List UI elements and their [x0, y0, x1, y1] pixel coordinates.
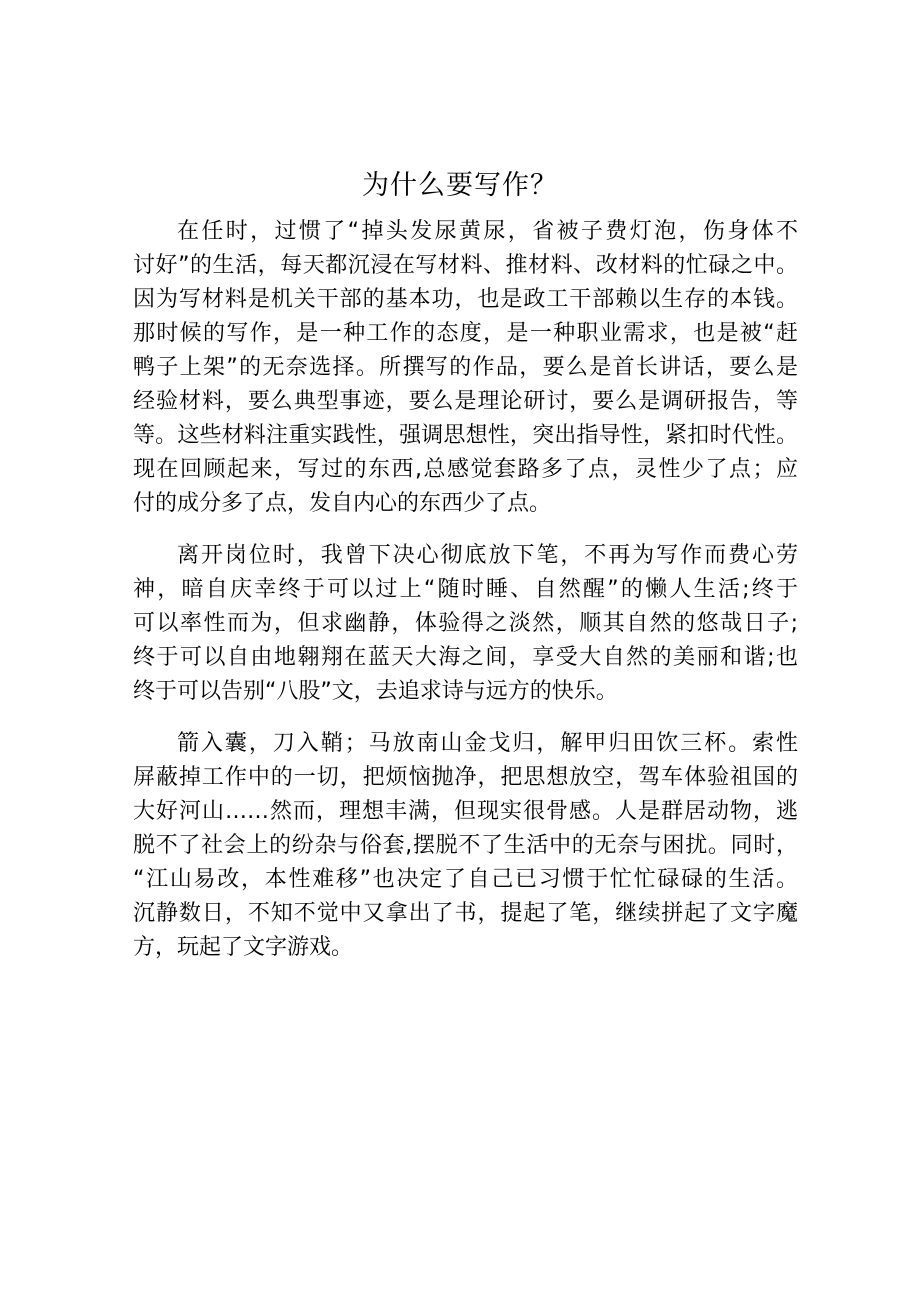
text-line: 终于可以告别“八股”文，去追求诗与远方的快乐。 [133, 679, 618, 704]
text-line: 大好河山……然而，理想丰满，但现实很骨感。人是群居动物，逃 [133, 799, 798, 824]
text-line: 可以率性而为，但求幽静，体验得之淡然，顺其自然的悠哉日子; [133, 611, 798, 636]
text-line: 沉静数日，不知不觉中又拿出了书，提起了笔，继续拼起了文字魔 [133, 901, 798, 926]
text-line: 离开岗位时，我曾下决心彻底放下笔，不再为写作而费心劳 [177, 543, 798, 568]
text-line: 因为写材料是机关干部的基本功，也是政工干部赖以生存的本钱。 [133, 287, 798, 312]
text-line: 讨好”的生活，每天都沉浸在写材料、推材料、改材料的忙碌之中。 [133, 253, 798, 278]
text-line: 方，玩起了文字游戏。 [133, 935, 354, 960]
text-line: 屏蔽掉工作中的一切，把烦恼抛净，把思想放空，驾车体验祖国的 [133, 765, 798, 790]
paragraph-2 [133, 539, 798, 709]
text-line: 付的成分多了点，发自内心的东西少了点。 [133, 491, 552, 516]
text-line: 终于可以自由地翱翔在蓝天大海之间，享受大自然的美丽和谐;也 [133, 645, 798, 670]
page-title: 为什么要写作？ [362, 170, 558, 201]
paragraph-1 [133, 215, 798, 521]
document-body [133, 215, 798, 983]
paragraph-3 [133, 727, 798, 965]
text-line: 在任时，过惯了“掉头发尿黄尿，省被子费灯泡，伤身体不 [177, 219, 798, 244]
text-line: 脱不了社会上的纷杂与俗套,摆脱不了生活中的无奈与困扰。同时， [133, 833, 798, 858]
text-line: 经验材料，要么典型事迹，要么是理论研讨，要么是调研报告，等 [133, 389, 798, 414]
text-line: 等。这些材料注重实践性，强调思想性，突出指导性，紧扣时代性。 [133, 423, 798, 448]
text-line: 神，暗自庆幸终于可以过上“随时睡、自然醒”的懒人生活;终于 [133, 577, 798, 602]
text-line: 现在回顾起来，写过的东西,总感觉套路多了点，灵性少了点；应 [133, 457, 798, 482]
text-line: 箭入囊，刀入鞘；马放南山金戈归，解甲归田饮三杯。索性 [177, 731, 798, 756]
text-line: 鸭子上架”的无奈选择。所撰写的作品，要么是首长讲话，要么是 [133, 355, 798, 380]
text-line: 那时候的写作，是一种工作的态度，是一种职业需求，也是被“赶 [133, 321, 798, 346]
text-line: “江山易改，本性难移”也决定了自己已习惯于忙忙碌碌的生活。 [133, 867, 798, 892]
